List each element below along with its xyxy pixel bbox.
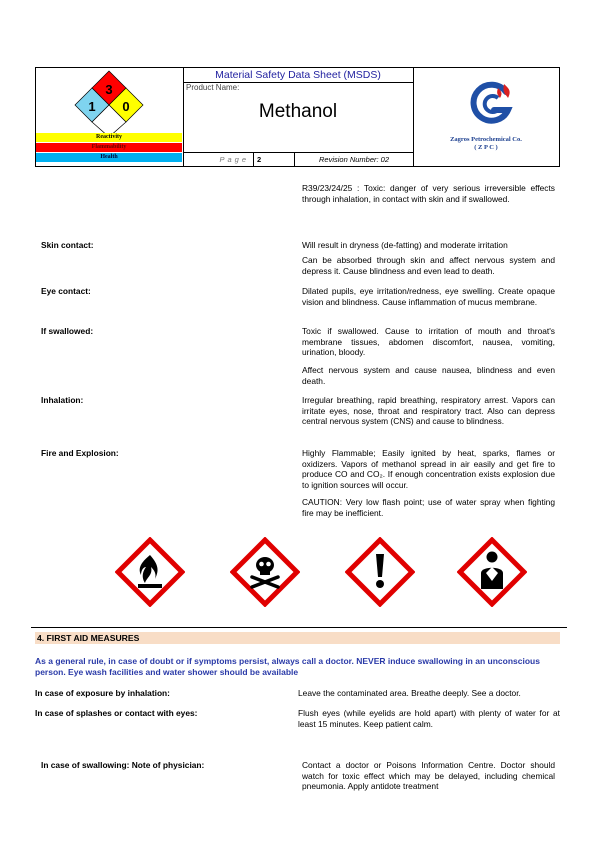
fire-explosion-label: Fire and Explosion: bbox=[41, 448, 119, 458]
fire-explosion-text-2: CAUTION: Very low flash point; use of water spray when fighting fire may be inefficient. bbox=[302, 497, 555, 518]
revision-number: Revision Number: 02 bbox=[318, 155, 390, 164]
company-abbr: ( Z P C ) bbox=[474, 144, 498, 151]
document-header bbox=[35, 67, 560, 167]
first-aid-swallowing-text: Contact a doctor or Poisons Information Centre. Doctor should watch for toxic effect which may be delayed, including chemical pneumonia. Apply antidote treatment bbox=[302, 760, 555, 792]
first-aid-notice: As a general rule, in case of doubt or if symptoms persist, always call a doctor. NEVER induce swallowing in an unconscious person. Eye wash facilities and water shower should be available bbox=[35, 656, 540, 677]
product-name-label: Product Name: bbox=[186, 83, 240, 92]
company-logo-icon bbox=[468, 80, 514, 126]
nfpa-flammability: 3 bbox=[105, 82, 113, 97]
fire-explosion-text-1: Highly Flammable; Easily ignited by heat, sparks, flames or oxidizers. Vapors of methanol spread in air easily and get fire to produce CO and CO₂. If enough concentration exists explosion due to ignition sources will occur. bbox=[302, 448, 555, 490]
doc-title: Material Safety Data Sheet (MSDS) bbox=[183, 68, 413, 83]
product-name: Methanol bbox=[258, 101, 338, 122]
flame-icon bbox=[115, 537, 185, 607]
skin-contact-text-2: Can be absorbed through skin and affect nervous system and depress it. Cause blindness and even lead to death. bbox=[302, 255, 555, 276]
if-swallowed-label: If swallowed: bbox=[41, 326, 94, 336]
health-hazard-icon bbox=[457, 537, 527, 607]
first-aid-inhalation-text: Leave the contaminated area. Breathe deeply. See a doctor. bbox=[298, 688, 521, 698]
first-aid-inhalation-label: In case of exposure by inhalation: bbox=[35, 688, 170, 698]
if-swallowed-text-2: Affect nervous system and cause nausea, blindness and even death. bbox=[302, 365, 555, 386]
eye-contact-label: Eye contact: bbox=[41, 286, 91, 296]
title-block bbox=[183, 68, 414, 166]
page-number: 2 bbox=[253, 153, 295, 166]
nfpa-reactivity: 0 bbox=[122, 99, 130, 114]
nfpa-health: 1 bbox=[88, 99, 96, 114]
inhalation-text: Irregular breathing, rapid breathing, respiratory arrest. Vapors can irritate eyes, nose, throat and respiratory tract. Also can depress central nervous system (CNS) and cause to blindness. bbox=[302, 395, 555, 427]
company-block bbox=[413, 68, 559, 166]
eye-contact-text: Dilated pupils, eye irritation/redness, eye swelling. Create opaque vision and blindness. Cause inflammation of mucus membrane. bbox=[302, 286, 555, 307]
skull-crossbones-icon bbox=[230, 537, 300, 607]
skin-contact-label: Skin contact: bbox=[41, 240, 94, 250]
company-name-block bbox=[413, 136, 559, 152]
flammability-bar: Flammability bbox=[36, 143, 182, 152]
hazard-risk-phrase: R39/23/24/25 : Toxic: danger of very serious irreversible effects through inhalation, in contact with skin and if swallowed. bbox=[302, 183, 555, 204]
first-aid-eyes-label: In case of splashes or contact with eyes: bbox=[35, 708, 198, 718]
if-swallowed-text-1: Toxic if swallowed. Cause to irritation of mouth and throat's membrane tissues, abdomen discomfort, nausea, vomiting, urination, bloody. bbox=[302, 326, 555, 358]
company-name: Zagros Petrochemical Co. bbox=[450, 136, 522, 143]
health-bar: Health bbox=[36, 153, 182, 162]
nfpa-block bbox=[36, 68, 184, 166]
first-aid-eyes-text: Flush eyes (while eyelids are hold apart) with plenty of water for at least 15 minutes. Keep patient calm. bbox=[298, 708, 560, 729]
section-divider bbox=[31, 627, 567, 628]
page-info-row bbox=[183, 152, 413, 166]
skin-contact-text-1: Will result in dryness (de-fatting) and moderate irritation bbox=[302, 240, 508, 250]
inhalation-label: Inhalation: bbox=[41, 395, 84, 405]
nfpa-diamond-icon bbox=[73, 70, 145, 138]
page-label: Page bbox=[219, 155, 249, 164]
first-aid-section-title: 4. FIRST AID MEASURES bbox=[35, 632, 560, 644]
exclamation-icon bbox=[345, 537, 415, 607]
first-aid-swallowing-label: In case of swallowing: Note of physician: bbox=[41, 760, 205, 770]
reactivity-bar: Reactivity bbox=[36, 133, 182, 142]
